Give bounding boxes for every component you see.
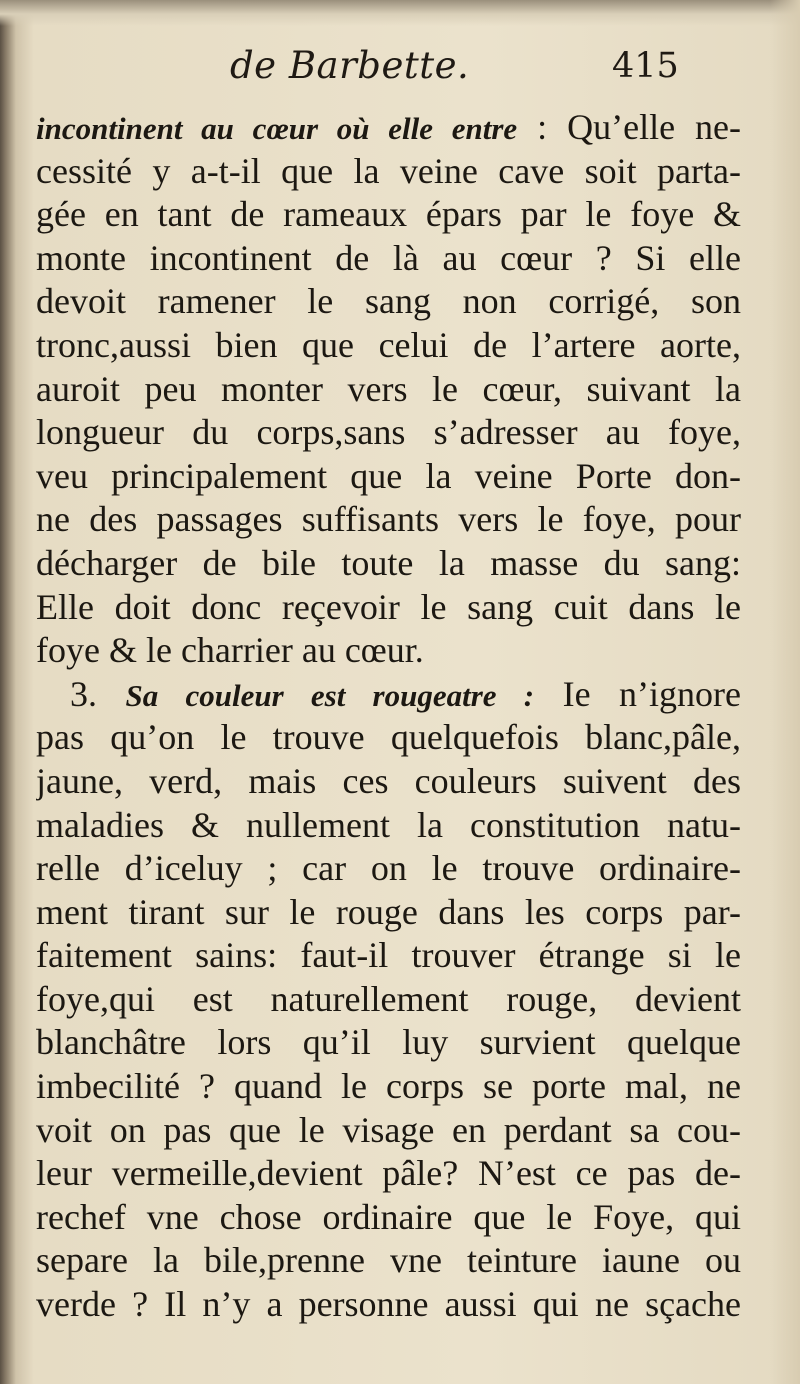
line-text: devoit ramener le sang non corrigé, son (36, 281, 741, 322)
text-line (36, 193, 741, 237)
line-text: voit on pas que le visage en perdant sa cou- (36, 1109, 741, 1150)
line-text: décharger de bile toute la masse du sang: (36, 542, 741, 583)
line-text: longueur du corps,sans s’adresser au foye, (36, 412, 741, 453)
text-line (36, 978, 741, 1022)
text-line (36, 629, 741, 673)
line-text: gée en tant de rameaux épars par le foye & (36, 194, 741, 235)
line-text: : Qu’elle ne- (517, 107, 741, 147)
text-line (36, 1109, 741, 1153)
line-text: faitement sains: faut-il trouver étrange si le (36, 935, 741, 976)
italic-phrase: Sa couleur est rougeatre : (125, 677, 535, 713)
line-text: separe la bile,prenne vne teinture iaune ou (36, 1240, 741, 1281)
line-text: relle d’iceluy ; car on le trouve ordinaire- (36, 848, 741, 889)
text-line (36, 673, 741, 717)
page-number: 415 (612, 46, 679, 86)
text-line (36, 1196, 741, 1240)
line-text: cessité y a-t-il que la veine cave soit parta- (36, 150, 741, 191)
text-line (36, 1152, 741, 1196)
text-line (36, 716, 741, 760)
text-line (36, 455, 741, 499)
line-text: ment tirant sur le rouge dans les corps par- (36, 891, 741, 932)
line-text: Ie n’ignore (534, 673, 741, 714)
text-line (36, 280, 741, 324)
text-line (36, 1065, 741, 1109)
line-text: verde ? Il n’y a personne aussi qui ne sçache (36, 1284, 741, 1325)
italic-phrase: incontinent au cœur où elle entre (36, 111, 518, 146)
paragraph-number: 3. (70, 673, 126, 714)
line-text: monte incontinent de là au cœur ? Si elle (36, 237, 741, 278)
line-text: foye & le charrier au cœur. (36, 630, 424, 671)
text-line (36, 368, 741, 412)
line-text: Elle doit donc reçevoir le sang cuit dans le (36, 586, 741, 627)
line-text: rechef vne chose ordinaire que le Foye, qui (36, 1196, 741, 1237)
text-line (36, 934, 741, 978)
line-text: foye,qui est naturellement rouge, devient (36, 978, 741, 1019)
line-text: pas qu’on le trouve quelquefois blanc,pâle, (36, 717, 741, 758)
line-text: blanchâtre lors qu’il luy survient quelque (36, 1022, 741, 1063)
text-line (36, 106, 741, 150)
text-line (36, 411, 741, 455)
text-line (36, 1239, 741, 1283)
page-header (40, 44, 760, 104)
text-line (36, 324, 741, 368)
text-line (36, 891, 741, 935)
text-line (36, 150, 741, 194)
text-line (36, 804, 741, 848)
text-line (36, 847, 741, 891)
running-title: de Barbette. (230, 44, 470, 87)
text-line (36, 498, 741, 542)
text-line (36, 586, 741, 630)
text-line (36, 542, 741, 586)
line-text: auroit peu monter vers le cœur, suivant la (36, 368, 741, 409)
body-text (36, 106, 741, 1327)
line-text: ne des passages suffisants vers le foye, pour (36, 499, 741, 540)
line-text: maladies & nullement la constitution natu- (36, 804, 741, 845)
text-line (36, 1021, 741, 1065)
text-line (36, 1283, 741, 1327)
line-text: imbecilité ? quand le corps se porte mal, ne (36, 1066, 741, 1107)
line-text: tronc,aussi bien que celui de l’artere aorte, (36, 324, 741, 365)
text-line (36, 760, 741, 804)
line-text: jaune, verd, mais ces couleurs suivent des (36, 760, 741, 801)
text-line (36, 237, 741, 281)
line-text: veu principalement que la veine Porte don- (36, 455, 741, 496)
line-text: leur vermeille,devient pâle? N’est ce pas de- (36, 1153, 741, 1194)
